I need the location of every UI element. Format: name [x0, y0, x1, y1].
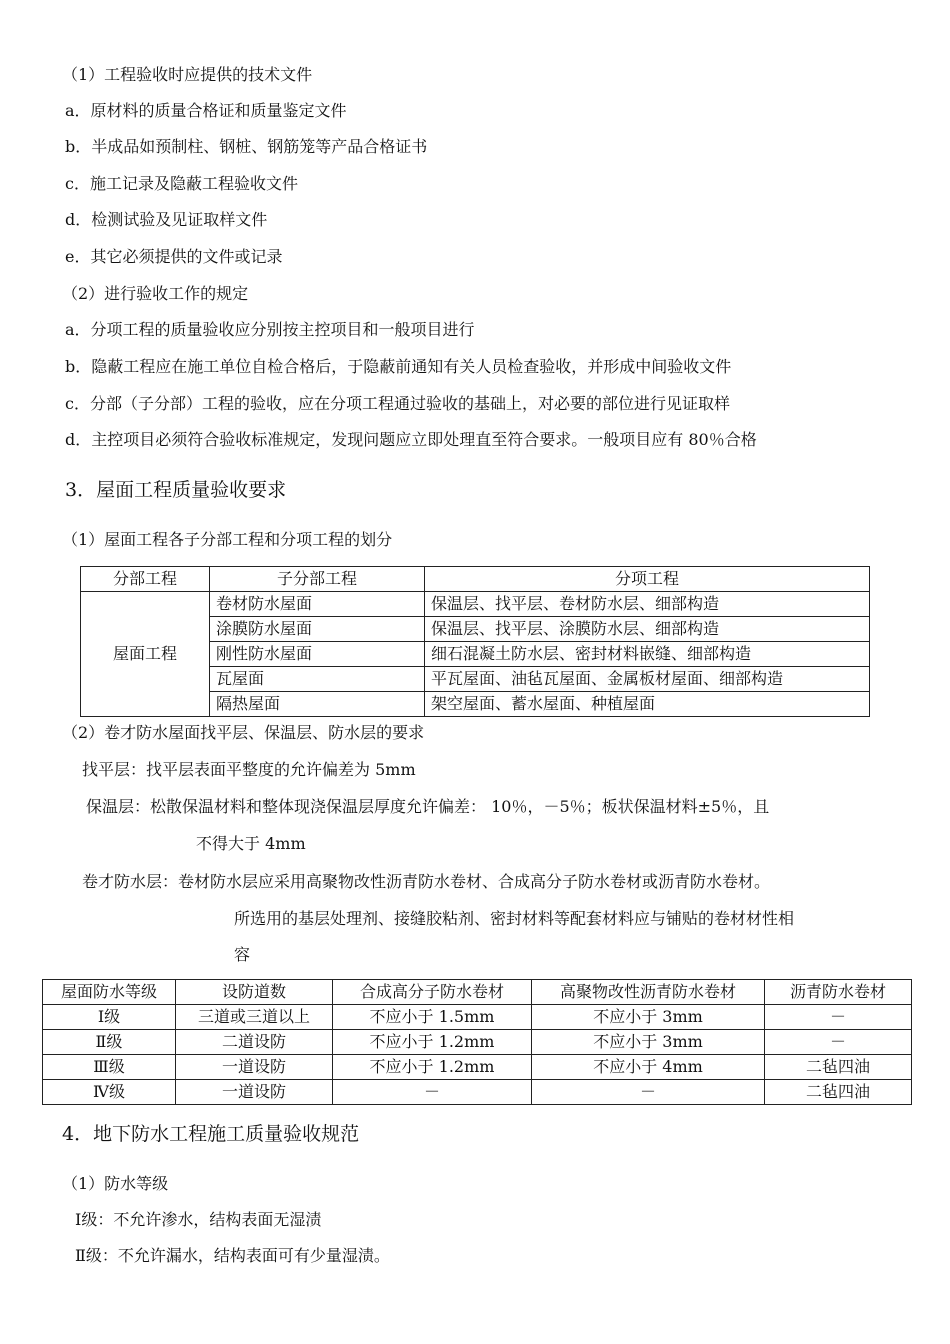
text-line: 所选用的基层处理剂、接缝胶粘剂、密封材料等配套材料应与铺贴的卷材材性相 [234, 909, 795, 928]
table-cell: 不应小于 1.2mm [333, 1055, 532, 1080]
text-line: a．原材料的质量合格证和质量鉴定文件 [65, 101, 347, 120]
table-row [81, 592, 870, 617]
table-header-cell: 分项工程 [425, 567, 870, 592]
table-cell: 涂膜防水屋面 [210, 617, 425, 642]
text-line: b．半成品如预制柱、钢桩、钢筋笼等产品合格证书 [65, 137, 428, 156]
table-cell: 三道或三道以上 [176, 1005, 333, 1030]
table-cell: 卷材防水屋面 [210, 592, 425, 617]
table-cell: － [765, 1005, 912, 1030]
table-cell: 不应小于 3mm [532, 1005, 765, 1030]
table-header-cell: 屋面防水等级 [43, 980, 176, 1005]
table-cell: 一道设防 [176, 1055, 333, 1080]
table-cell: 瓦屋面 [210, 667, 425, 692]
text-line: d．检测试验及见证取样文件 [65, 210, 268, 229]
text-line: （1）工程验收时应提供的技术文件 [62, 65, 313, 84]
text-line: c．分部（子分部）工程的验收，应在分项工程通过验收的基础上，对必要的部位进行见证取样 [65, 394, 730, 413]
text-line: 不得大于 4mm [196, 834, 306, 853]
table-cell: 隔热屋面 [210, 692, 425, 717]
table-header-cell: 分部工程 [81, 567, 210, 592]
table-cell: Ⅳ级 [43, 1080, 176, 1105]
text-line: Ⅱ级：不允许漏水，结构表面可有少量湿渍。 [75, 1246, 390, 1265]
table-row [43, 1005, 912, 1030]
text-line: Ⅰ级：不允许渗水，结构表面无湿渍 [75, 1210, 322, 1229]
text-line: a．分项工程的质量验收应分别按主控项目和一般项目进行 [65, 320, 475, 339]
table-cell: 不应小于 4mm [532, 1055, 765, 1080]
text-line: 保温层：松散保温材料和整体现浇保温层厚度允许偏差： 10％，－5％；板状保温材料±5％，且 [86, 797, 770, 816]
text-line: （1）防水等级 [62, 1174, 169, 1193]
table-cell: 二道设防 [176, 1030, 333, 1055]
table-cell: 不应小于 1.2mm [333, 1030, 532, 1055]
table-cell: － [532, 1080, 765, 1105]
table-row [43, 1055, 912, 1080]
roof-division-table [80, 566, 870, 717]
text-line: e．其它必须提供的文件或记录 [65, 247, 283, 266]
table-header-cell: 沥青防水卷材 [765, 980, 912, 1005]
table-cell: 屋面工程 [81, 592, 210, 717]
table-row [43, 1080, 912, 1105]
table-row [43, 1030, 912, 1055]
table-cell: 架空屋面、蓄水屋面、种植屋面 [425, 692, 870, 717]
text-line: d．主控项目必须符合验收标准规定，发现问题应立即处理直至符合要求。一般项目应有 80％合格 [65, 430, 757, 449]
table-header-cell: 合成高分子防水卷材 [333, 980, 532, 1005]
text-line: c．施工记录及隐蔽工程验收文件 [65, 174, 298, 193]
table-cell: Ⅰ级 [43, 1005, 176, 1030]
table-cell: 保温层、找平层、涂膜防水层、细部构造 [425, 617, 870, 642]
table-header-row [81, 567, 870, 592]
table-cell: 保温层、找平层、卷材防水层、细部构造 [425, 592, 870, 617]
table-cell: 细石混凝土防水层、密封材料嵌缝、细部构造 [425, 642, 870, 667]
table-cell: Ⅲ级 [43, 1055, 176, 1080]
table-header-cell: 设防道数 [176, 980, 333, 1005]
table-cell: － [333, 1080, 532, 1105]
text-line: 找平层：找平层表面平整度的允许偏差为 5mm [82, 760, 416, 779]
table-cell: Ⅱ级 [43, 1030, 176, 1055]
table-cell: 一道设防 [176, 1080, 333, 1105]
table-cell: 二毡四油 [765, 1080, 912, 1105]
table-cell: 不应小于 1.5mm [333, 1005, 532, 1030]
table-header-row [43, 980, 912, 1005]
table-header-cell: 子分部工程 [210, 567, 425, 592]
table-cell: － [765, 1030, 912, 1055]
table-header-cell: 高聚物改性沥青防水卷材 [532, 980, 765, 1005]
table-cell: 刚性防水屋面 [210, 642, 425, 667]
text-line: 容 [234, 945, 251, 964]
table-cell: 平瓦屋面、油毡瓦屋面、金属板材屋面、细部构造 [425, 667, 870, 692]
section-heading: 4．地下防水工程施工质量验收规范 [62, 1123, 360, 1145]
waterproof-grade-table [42, 979, 912, 1105]
table-cell: 二毡四油 [765, 1055, 912, 1080]
table-cell: 不应小于 3mm [532, 1030, 765, 1055]
text-line: （2）卷才防水屋面找平层、保温层、防水层的要求 [62, 723, 425, 742]
text-line: b．隐蔽工程应在施工单位自检合格后，于隐蔽前通知有关人员检查验收，并形成中间验收文件 [65, 357, 732, 376]
text-line: （2）进行验收工作的规定 [62, 284, 249, 303]
text-line: 卷才防水层：卷材防水层应采用高聚物改性沥青防水卷材、合成高分子防水卷材或沥青防水卷材。 [82, 872, 771, 891]
section-heading: 3．屋面工程质量验收要求 [65, 479, 287, 501]
text-line: （1）屋面工程各子分部工程和分项工程的划分 [62, 530, 393, 549]
